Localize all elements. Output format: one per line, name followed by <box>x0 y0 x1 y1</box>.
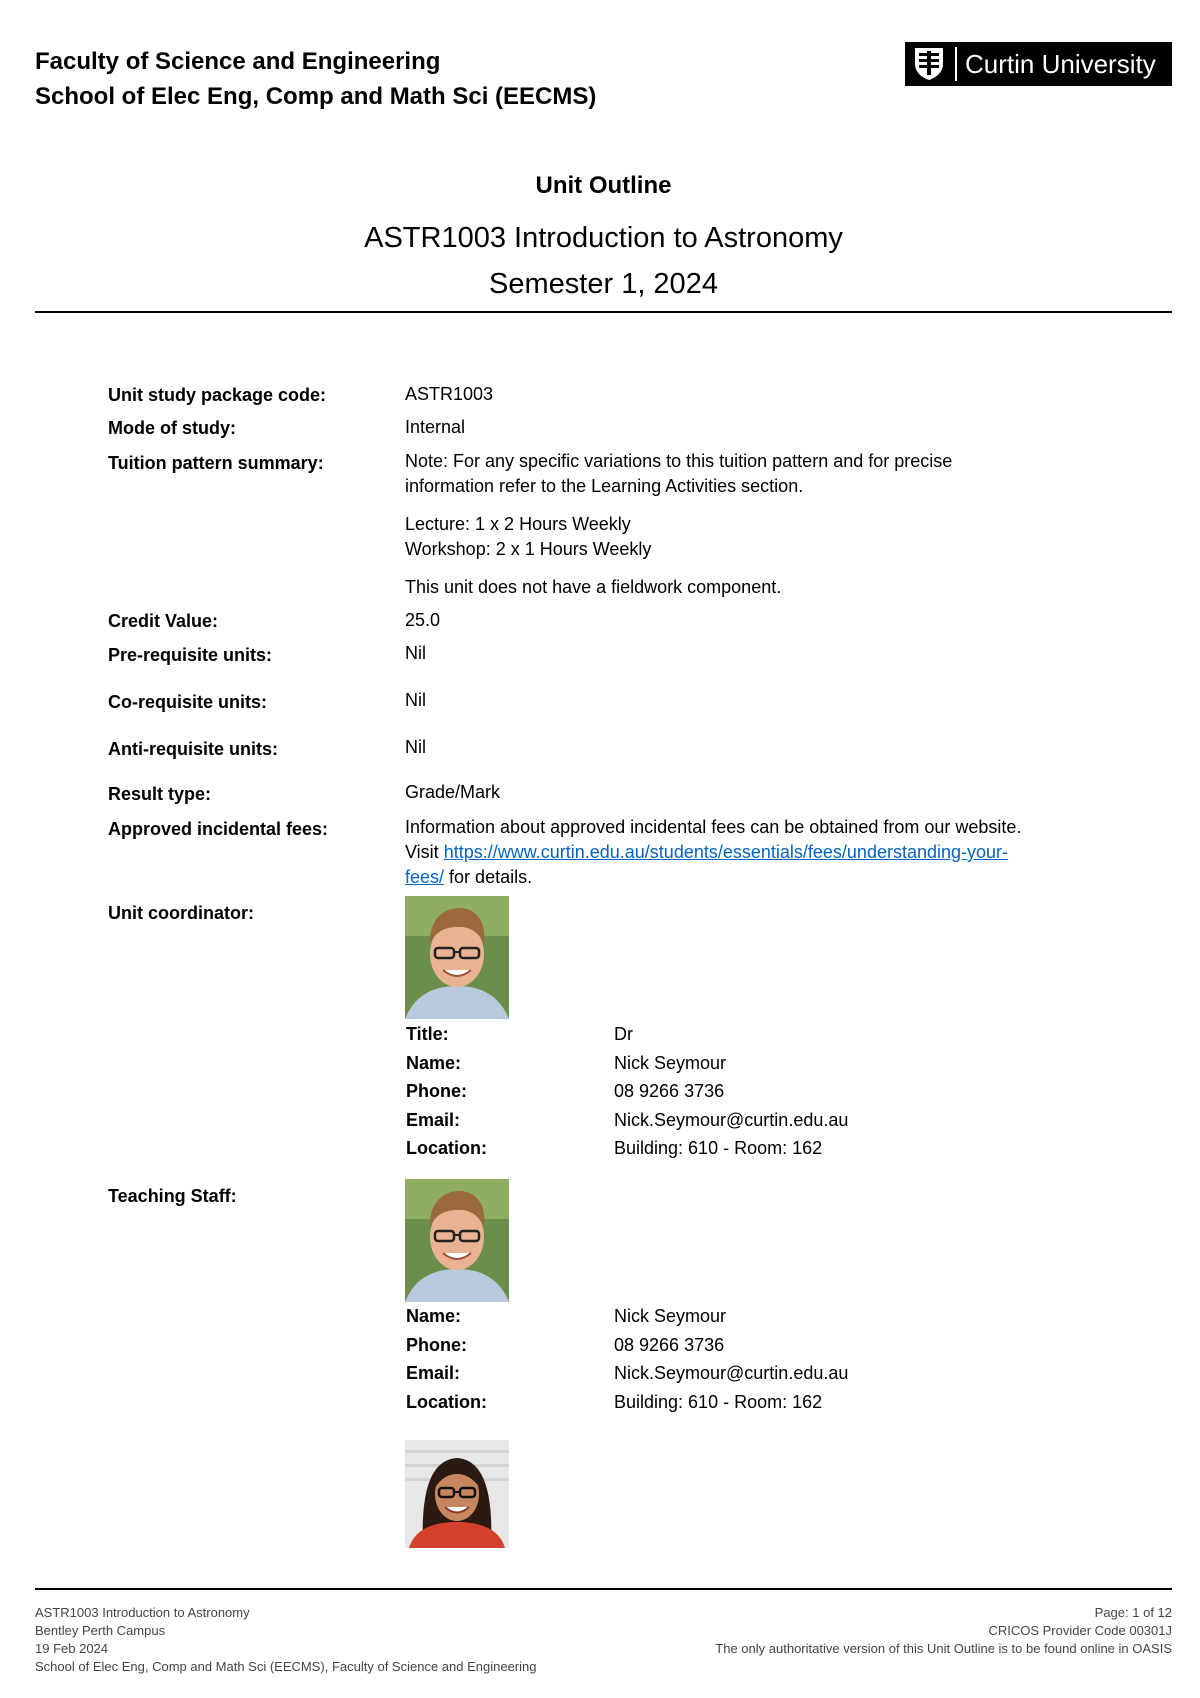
tuition-fieldwork: This unit does not have a fieldwork component. <box>405 577 782 597</box>
tuition-label: Tuition pattern summary: <box>108 453 324 473</box>
teaching-staff-labels <box>406 1302 487 1416</box>
footer-right <box>715 1604 1172 1658</box>
fees-visit: Visit <box>405 842 439 862</box>
credit-label: Credit Value: <box>108 611 219 631</box>
logo-text: Curtin University <box>965 48 1156 79</box>
unit-title: ASTR1003 Introduction to Astronomy <box>364 222 843 254</box>
footer-campus: Bentley Perth Campus <box>35 1623 166 1638</box>
coordinator-name-value: Nick Seymour <box>614 1052 727 1073</box>
antireq-value: Nil <box>405 737 426 757</box>
fees-info <box>405 815 1145 890</box>
fees-label: Approved incidental fees: <box>108 819 329 839</box>
teaching-staff-values <box>614 1302 848 1416</box>
prereq-value: Nil <box>405 643 426 663</box>
faculty-header <box>35 44 596 114</box>
teaching-name-value: Nick Seymour <box>614 1306 727 1326</box>
coordinator-labels <box>406 1020 487 1163</box>
curtin-crest-icon <box>909 44 949 84</box>
result-label: Result type: <box>108 784 212 804</box>
teaching-staff-label: Teaching Staff: <box>108 1186 237 1206</box>
coordinator-location-value: Building: 610 - Room: 162 <box>614 1138 823 1159</box>
page-number: Page: 1 of 12 <box>1094 1605 1172 1620</box>
teaching-staff-photo-2 <box>405 1440 509 1548</box>
fees-link-part1: https://www.curtin.edu.au/students/essentials/fees/understanding-your- <box>443 842 1009 862</box>
coordinator-photo <box>405 896 509 1019</box>
teaching-email-value: Nick.Seymour@curtin.edu.au <box>614 1363 849 1384</box>
footer-left <box>35 1604 536 1676</box>
fees-link-continued[interactable] <box>405 867 444 887</box>
teaching-staff-photo-1 <box>405 1179 509 1302</box>
header-divider <box>35 311 1172 313</box>
fees-link-part2: fees/ <box>405 867 445 887</box>
footer-divider <box>35 1588 1172 1590</box>
fees-text: Information about approved incidental fees can be obtained from our website. <box>405 817 1022 837</box>
credit-value: 25.0 <box>405 610 441 630</box>
teaching-phone-label: Phone: <box>406 1334 467 1355</box>
fees-link[interactable] <box>444 842 1008 862</box>
tuition-workshop: Workshop: 2 x 1 Hours Weekly <box>405 539 652 559</box>
coordinator-title-value: Dr <box>614 1024 633 1044</box>
tuition-note: Note: For any specific variations to this tuition pattern and for precise information refer to the Learning Activities section. <box>405 451 953 496</box>
teaching-phone-value: 08 9266 3736 <box>614 1334 725 1355</box>
coordinator-phone-label: Phone: <box>406 1081 467 1102</box>
antireq-label: Anti-requisite units: <box>108 739 278 759</box>
fees-link-line-2 <box>405 865 1145 890</box>
coordinator-email-value: Nick.Seymour@curtin.edu.au <box>614 1109 849 1130</box>
code-label: Unit study package code: <box>108 385 327 405</box>
logo-divider <box>955 47 957 81</box>
teaching-name-label: Name: <box>406 1306 462 1326</box>
coordinator-name-label: Name: <box>406 1052 462 1073</box>
semester: Semester 1, 2024 <box>489 268 718 300</box>
school-name: School of Elec Eng, Comp and Math Sci (EECMS) <box>35 83 597 110</box>
coordinator-email-label: Email: <box>406 1109 461 1130</box>
footer-date: 19 Feb 2024 <box>35 1641 109 1656</box>
coordinator-location-label: Location: <box>406 1138 487 1159</box>
mode-value: Internal <box>405 417 466 437</box>
fees-suffix: for details. <box>449 867 533 887</box>
cricos-code: CRICOS Provider Code 00301J <box>988 1623 1172 1638</box>
coordinator-values <box>614 1020 848 1163</box>
footer-school: School of Elec Eng, Comp and Math Sci (EECMS), Faculty of Science and Engineering <box>35 1659 537 1674</box>
faculty-name: Faculty of Science and Engineering <box>35 48 441 75</box>
footer-unit: ASTR1003 Introduction to Astronomy <box>35 1605 250 1620</box>
coordinator-phone-value: 08 9266 3736 <box>614 1081 725 1102</box>
coreq-label: Co-requisite units: <box>108 692 268 712</box>
page-heading: Unit Outline <box>535 172 672 199</box>
coreq-value: Nil <box>405 690 426 710</box>
code-value: ASTR1003 <box>405 384 494 404</box>
coordinator-title-label: Title: <box>406 1024 449 1044</box>
teaching-location-value: Building: 610 - Room: 162 <box>614 1391 823 1412</box>
result-value: Grade/Mark <box>405 782 501 802</box>
curtin-logo <box>905 42 1172 86</box>
coordinator-label: Unit coordinator: <box>108 903 254 923</box>
teaching-email-label: Email: <box>406 1363 461 1384</box>
tuition-lecture: Lecture: 1 x 2 Hours Weekly <box>405 514 631 534</box>
prereq-label: Pre-requisite units: <box>108 645 273 665</box>
fees-link-line <box>405 840 1145 865</box>
teaching-location-label: Location: <box>406 1391 487 1412</box>
mode-label: Mode of study: <box>108 418 236 438</box>
authority-note: The only authoritative version of this Unit Outline is to be found online in OASIS <box>715 1641 1172 1656</box>
